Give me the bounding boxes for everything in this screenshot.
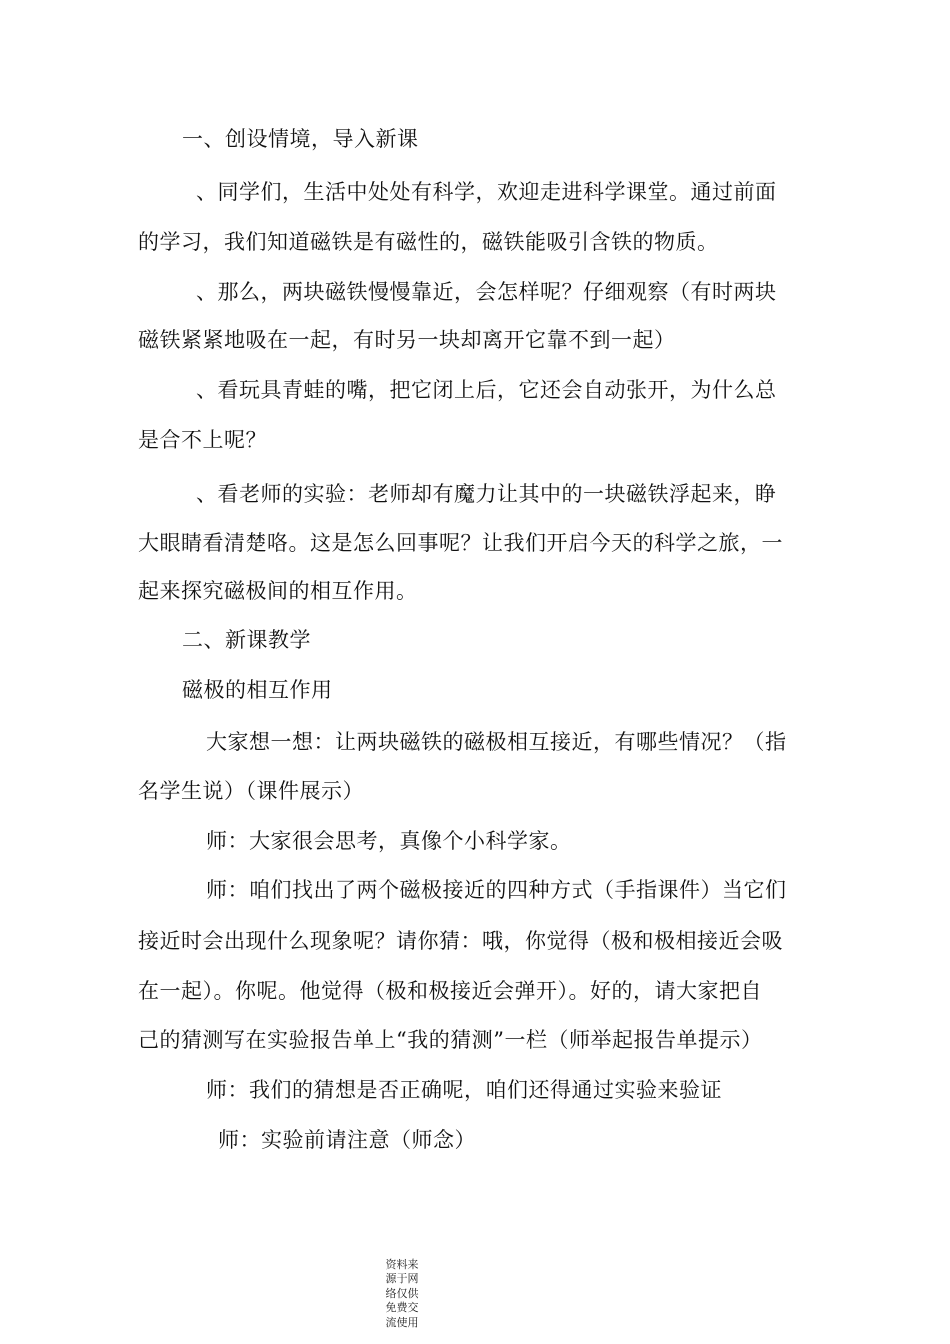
paragraph-5-line-2: 名学生说）（课件展示） bbox=[138, 779, 364, 803]
paragraph-4-line-1: 、看老师的实验：老师却有魔力让其中的一块磁铁浮起来，睁 bbox=[196, 482, 777, 506]
source-note-line: 源于网 bbox=[385, 1272, 419, 1286]
paragraph-9: 师：实验前请注意（师念） bbox=[218, 1128, 476, 1152]
paragraph-3-line-2: 是合不上呢？ bbox=[138, 428, 267, 452]
paragraph-1-line-1: 、同学们，生活中处处有科学，欢迎走进科学课堂。通过前面 bbox=[196, 180, 777, 204]
paragraph-4-line-3: 起来探究磁极间的相互作用。 bbox=[138, 579, 418, 603]
paragraph-2-line-1: 、那么，两块磁铁慢慢靠近，会怎样呢？仔细观察（有时两块 bbox=[196, 280, 777, 304]
paragraph-7-line-3: 在一起）。你呢。他觉得（极和极接近会弹开）。好的，请大家把自 bbox=[138, 979, 762, 1003]
source-note bbox=[378, 1258, 426, 1330]
subsection-heading: 磁极的相互作用 bbox=[182, 678, 333, 702]
paragraph-3-line-1: 、看玩具青蛙的嘴，把它闭上后，它还会自动张开，为什么总 bbox=[196, 378, 777, 402]
source-note-line: 络仅供 bbox=[385, 1286, 419, 1300]
paragraph-7-line-4: 己的猜测写在实验报告单上“我的猜测”一栏（师举起报告单提示） bbox=[138, 1028, 763, 1052]
paragraph-2-line-2: 磁铁紧紧地吸在一起，有时另一块却离开它靠不到一起） bbox=[138, 328, 676, 352]
section-heading-2: 二、新课教学 bbox=[182, 628, 311, 652]
paragraph-4-line-2: 大眼睛看清楚咯。这是怎么回事呢？让我们开启今天的科学之旅，一 bbox=[138, 531, 783, 555]
paragraph-7-line-1: 师：咱们找出了两个磁极接近的四种方式（手指课件）当它们 bbox=[206, 878, 787, 902]
source-note-line: 流使用 bbox=[385, 1315, 419, 1329]
source-note-line: 资料来 bbox=[385, 1258, 419, 1271]
section-heading-1: 一、创设情境，导入新课 bbox=[182, 127, 419, 151]
paragraph-6: 师：大家很会思考，真像个小科学家。 bbox=[206, 829, 572, 853]
paragraph-7-line-2: 接近时会出现什么现象呢？请你猜：哦，你觉得（极和极相接近会吸 bbox=[138, 929, 783, 953]
paragraph-1-line-2: 的学习，我们知道磁铁是有磁性的，磁铁能吸引含铁的物质。 bbox=[138, 230, 719, 254]
paragraph-8: 师：我们的猜想是否正确呢，咱们还得通过实验来验证 bbox=[206, 1078, 722, 1102]
paragraph-5-line-1: 大家想一想：让两块磁铁的磁极相互接近，有哪些情况？（指 bbox=[206, 730, 787, 754]
source-note-line: 免费交 bbox=[385, 1301, 419, 1315]
